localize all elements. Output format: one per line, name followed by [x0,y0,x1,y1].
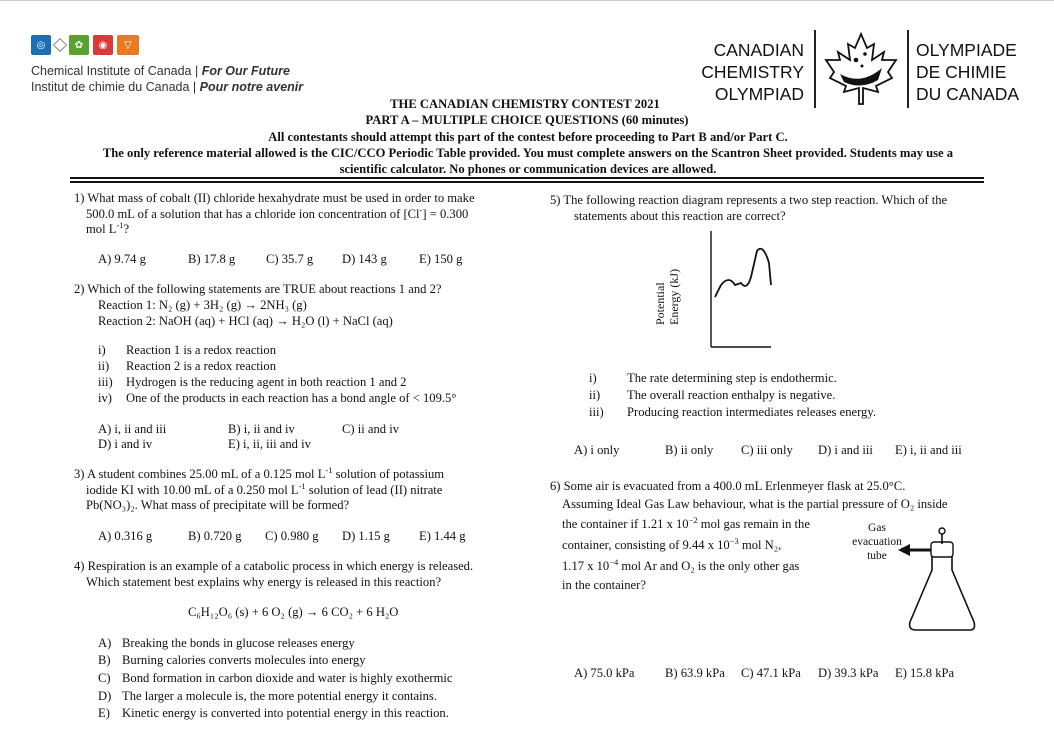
q3-stem-line2: iodide KI with 10.00 mL of a 0.250 mol $L^{-1}$ solution of lead (II) nitrate [86,480,443,497]
contest-title: THE CANADIAN CHEMISTRY CONTEST 2021 [390,97,660,111]
q6-answer-b[interactable]: B) 63.9 kPa [665,666,725,680]
q6-answer-a[interactable]: A) 75.0 kPa [574,666,635,680]
q1-answer-b[interactable]: B) 17.8 g [188,252,236,266]
q2-answer-d[interactable]: D) i and iv [98,437,153,451]
part-title: PART A – MULTIPLE CHOICE QUESTIONS (60 minutes) [365,113,689,127]
q1-stem-line2: 500.0 mL of a solution that has a chloride ion concentration of [Cl-] = 0.300 [86,204,469,221]
q4-option-a[interactable]: A) Breaking the bonds in glucose releases energy [98,636,355,650]
q4-stem-line2: Which statement best explains why energy is released in this reaction? [86,575,442,589]
q3-stem-line1: 3) A student combines 25.00 mL of a 0.125 mol $L^{-1}$ solution of potassium [74,464,445,481]
gas-tube-label: Gas evacuation tube [852,522,902,562]
q2-answer-e[interactable]: E) i, ii, iii and iv [228,437,311,451]
q2-answer-b[interactable]: B) i, ii and iv [228,422,295,436]
q4-option-d[interactable]: D) The larger a molecule is, the more potential energy it contains. [98,689,437,703]
q3-stem-line3: Pb(NO₃)₂. What mass of precipitate will be formed? [86,498,350,512]
cic-logos [31,35,139,55]
q5-statement-iii: iii) Producing reaction intermediates releases energy. [589,405,876,419]
q2-statement-ii: ii) Reaction 2 is a redox reaction [98,359,277,373]
q6-answer-c[interactable]: C) 47.1 kPa [741,666,801,680]
q1-stem-line1: 1) What mass of cobalt (II) chloride hexahydrate must be used in order to make [74,191,475,205]
q1-answer-e[interactable]: E) 150 g [419,252,463,266]
org-line-english: Chemical Institute of Canada | For Our Future [31,64,290,78]
q6-stem-line2: Assuming Ideal Gas Law behaviour, what is the partial pressure of O₂ inside [562,497,948,511]
q2-answer-c[interactable]: C) ii and iv [342,422,400,436]
flask-body [910,556,975,630]
csc-logo-icon: ✿ [69,35,89,55]
q1-answer-d[interactable]: D) 143 g [342,252,387,266]
q3-answer-d[interactable]: D) 1.15 g [342,529,390,543]
q4-stem-line1: 4) Respiration is an example of a catabolic process in which energy is released. [74,559,474,573]
q5-answer-a[interactable]: A) i only [574,443,620,457]
q5-stem-line2: statements about this reaction are correct? [574,209,786,223]
q2-reaction-2: Reaction 2: NaOH (aq) + HCl (aq) → H₂O (l) + NaCl (aq) [98,314,393,328]
tube-top [939,528,945,534]
q3-answer-a[interactable]: A) 0.316 g [98,529,153,543]
diamond-separator-icon [53,38,67,52]
q6-stem-line1: 6) Some air is evacuated from a 400.0 mL Erlenmeyer flask at 25.0°C. [550,479,906,493]
q2-statement-iv: iv) One of the products in each reaction has a bond angle of < 109.5° [98,391,457,405]
q1-answer-c[interactable]: C) 35.7 g [266,252,314,266]
q6-answer-e[interactable]: E) 15.8 kPa [895,666,955,680]
q6-answer-d[interactable]: D) 39.3 kPa [818,666,879,680]
q3-answer-b[interactable]: B) 0.720 g [188,529,242,543]
header-rule-double [70,181,984,183]
energy-axis-label-line2: Energy (kJ) [667,268,681,325]
q2-stem: 2) Which of the following statements are TRUE about reactions 1 and 2? [74,282,442,296]
q6-stem-line6: in the container? [562,578,646,592]
q4-equation: C₆H₁₂O₆ (s) + 6 O₂ (g) → 6 CO₂ + 6 H₂O [188,605,399,619]
q2-statement-iii: iii) Hydrogen is the reducing agent in both reaction 1 and 2 [98,375,407,389]
instructions: All contestants should attempt this part of the contest before proceeding to Part B and/or Part C. The only reference material allowed is the CIC/CCO Periodic Table provided. You must complete answers on the Scantron Sheet provided. Students may use a scientific calculator. No phones or communication devices are allowed. [102,130,954,176]
cco-name-english: CANADIAN CHEMISTRY OLYMPIAD [701,40,804,104]
q5-statement-i: i) The rate determining step is endothermic. [589,371,837,385]
csct-logo-icon: ▽ [117,35,139,55]
header-rule [70,177,984,179]
q4-option-e[interactable]: E) Kinetic energy is converted into potential energy in this reaction. [98,706,449,720]
flask-stopper [931,542,953,557]
q5-answer-b[interactable]: B) ii only [665,443,714,457]
energy-axis-label-line1: Potential [653,282,667,325]
cic-logo-icon: ◎ [31,35,51,55]
q2-reaction-1: Reaction 1: N₂ (g) + 3H₂ (g) → 2NH₃ (g) [98,298,307,312]
q1-stem-line3: mol $L^{-1}$? [86,219,130,236]
org-line-french: Institut de chimie du Canada | Pour notre avenir [31,80,304,94]
reaction-energy-diagram [645,225,775,353]
q2-statement-i: i) Reaction 1 is a redox reaction [98,343,277,357]
erlenmeyer-flask-diagram [848,518,976,638]
q4-option-c[interactable]: C) Bond formation in carbon dioxide and water is highly exothermic [98,671,453,685]
q5-answer-c[interactable]: C) iii only [741,443,793,457]
top-border [0,0,1054,1]
q5-stem-line1: 5) The following reaction diagram represents a two step reaction. Which of the [550,193,948,207]
cco-name-french: OLYMPIADE DE CHIMIE DU CANADA [916,40,1020,104]
q4-option-b[interactable]: B) Burning calories converts molecules into energy [98,653,366,667]
arrow-left-icon [898,544,910,556]
q1-answer-a[interactable]: A) 9.74 g [98,252,146,266]
q5-answer-d[interactable]: D) i and iii [818,443,873,457]
q6-stem-line5: 1.17 x $10^{-4}$ mol Ar and O₂ is the only other gas [562,556,800,573]
q6-stem-line4: container, consisting of 9.44 x $10^{-3}$ mol N₂, [562,535,782,552]
energy-curve [715,249,771,297]
q3-answer-c[interactable]: C) 0.980 g [265,529,319,543]
csche-logo-icon: ◉ [93,35,113,55]
q3-answer-e[interactable]: E) 1.44 g [419,529,466,543]
q6-stem-line3: the container if 1.21 x $10^{-2}$ mol gas remain in the [562,514,810,531]
q5-statement-ii: ii) The overall reaction enthalpy is negative. [589,388,836,402]
q5-answer-e[interactable]: E) i, ii and iii [895,443,962,457]
q2-answer-a[interactable]: A) i, ii and iii [98,422,167,436]
